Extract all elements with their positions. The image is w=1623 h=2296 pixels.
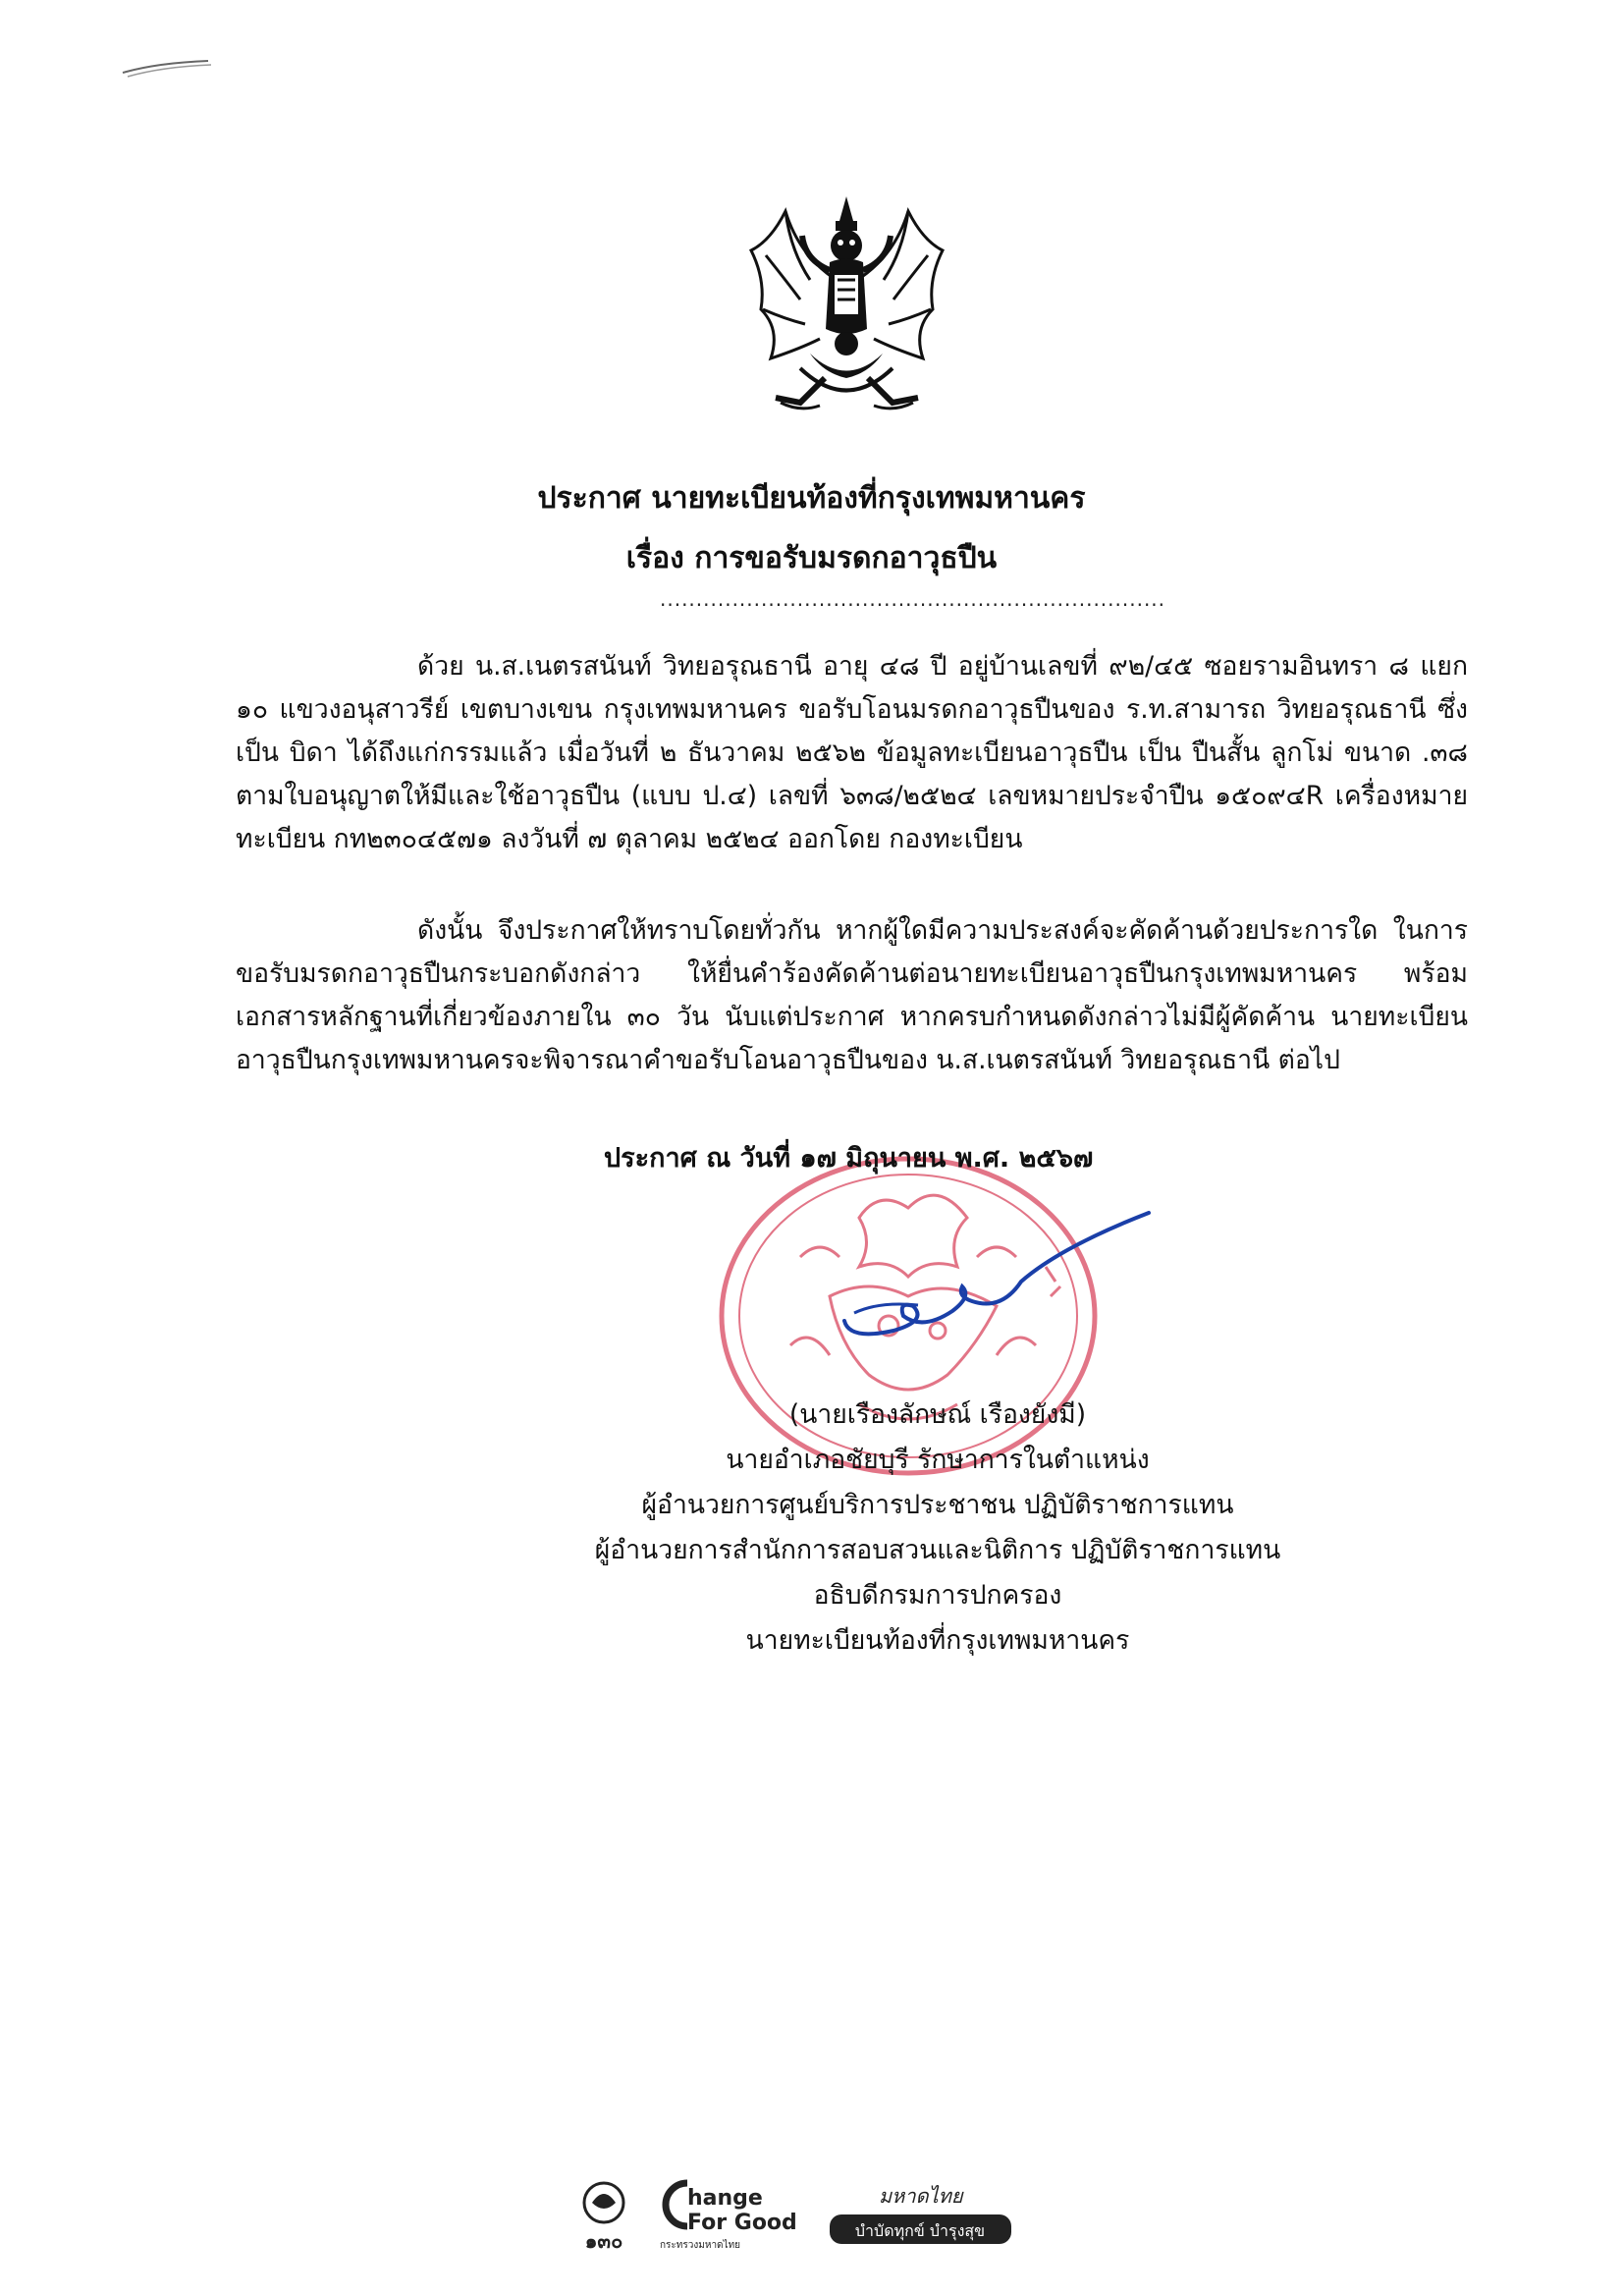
signatory-position: อธิบดีกรมการปกครอง	[813, 1580, 1062, 1611]
announcement-title: ประกาศ นายทะเบียนท้องที่กรุงเทพมหานคร	[537, 481, 1086, 516]
change-for-good-logo-icon	[658, 2175, 805, 2254]
logo-2-text-2: For Good	[687, 2211, 797, 2235]
logo-3-text-top: มหาดไทย	[879, 2184, 963, 2208]
signatory-position: นายอำเภอชัยบุรี รักษาการในตำแหน่ง	[726, 1445, 1150, 1475]
mahadthai-slogan-logo-icon	[820, 2177, 1016, 2252]
signatory-name: (นายเรืองลักษณ์ เรืองยังมี)	[788, 1399, 1087, 1430]
signature-icon	[835, 1203, 1159, 1360]
body-paragraph: ดังนั้น จึงประกาศให้ทราบโดยทั่วกัน หากผู้ใดมีความประสงค์จะคัดค้านด้วยประการใด ในการขอรับมรดกอาวุธปืนกระบอกดังกล่าว ให้ยื่นคำร้องคัดค้านต่อนายทะเบียนอาวุธปืนกรุงเทพมหานคร พร้อมเอกสารหลักฐานที่เกี่ยวข้องภายใน ๓๐ วัน นับแต่ประกาศ หากครบกำหนดดังกล่าวไม่มีผู้คัดค้าน นายทะเบียนอาวุธปืนกรุงเทพมหานครจะพิจารณาคำขอรับโอนอาวุธปืนของ น.ส.เนตรสนันท์ วิทยอรุณธานี ต่อไป	[236, 915, 1468, 1075]
signatory-position: ผู้อำนวยการสำนักการสอบสวนและนิติการ ปฏิบัติราชการแทน	[594, 1535, 1281, 1565]
anniversary-logo-icon	[565, 2175, 643, 2254]
signatory-position: ผู้อำนวยการศูนย์บริการประชาชน ปฏิบัติราชการแทน	[641, 1490, 1234, 1520]
announcement-date: ประกาศ ณ วันที่ ๑๗ มิถุนายน พ.ศ. ๒๕๖๗	[604, 1143, 1094, 1174]
footer-logos	[565, 2175, 1055, 2254]
logo-2-subtext: กระทรวงมหาดไทย	[660, 2240, 741, 2251]
signatory-block	[535, 1393, 1340, 1664]
title-separator: ......................................................................	[660, 587, 1166, 611]
scan-mark	[118, 51, 216, 81]
garuda-emblem-icon	[741, 191, 952, 417]
announcement-subject: เรื่อง การขอรับมรดกอาวุธปืน	[625, 541, 998, 575]
body-paragraph: ด้วย น.ส.เนตรสนันท์ วิทยอรุณธานี อายุ ๔๘ ปี อยู่บ้านเลขที่ ๙๒/๔๕ ซอยรามอินทรา ๘ แยก ๑๐ แขวงอนุสาวรีย์ เขตบางเขน กรุงเทพมหานคร ขอรับโอนมรดกอาวุธปืนของ ร.ท.สามารถ วิทยอรุณธานี ซึ่งเป็น บิดา ได้ถึงแก่กรรมแล้ว เมื่อวันที่ ๒ ธันวาคม ๒๕๖๒ ข้อมูลทะเบียนอาวุธปืน เป็น ปืนสั้น ลูกโม่ ขนาด .๓๘ ตามใบอนุญาตให้มีและใช้อาวุธปืน (แบบ ป.๔) เลขที่ ๖๓๘/๒๕๒๔ เลขหมายประจำปืน ๑๕๐๙๔R เครื่องหมายทะเบียน กท๒๓๐๔๕๗๑ ลงวันที่ ๗ ตุลาคม ๒๕๒๔ ออกโดย กองทะเบียน	[236, 651, 1468, 854]
logo-3-text-bottom: บำบัดทุกข์ บำรุงสุข	[854, 2221, 986, 2240]
signatory-position: นายทะเบียนท้องที่กรุงเทพมหานคร	[745, 1625, 1130, 1656]
logo-2-text-1: hange	[687, 2186, 763, 2211]
logo-1-text: ๑๓๐	[584, 2229, 623, 2253]
